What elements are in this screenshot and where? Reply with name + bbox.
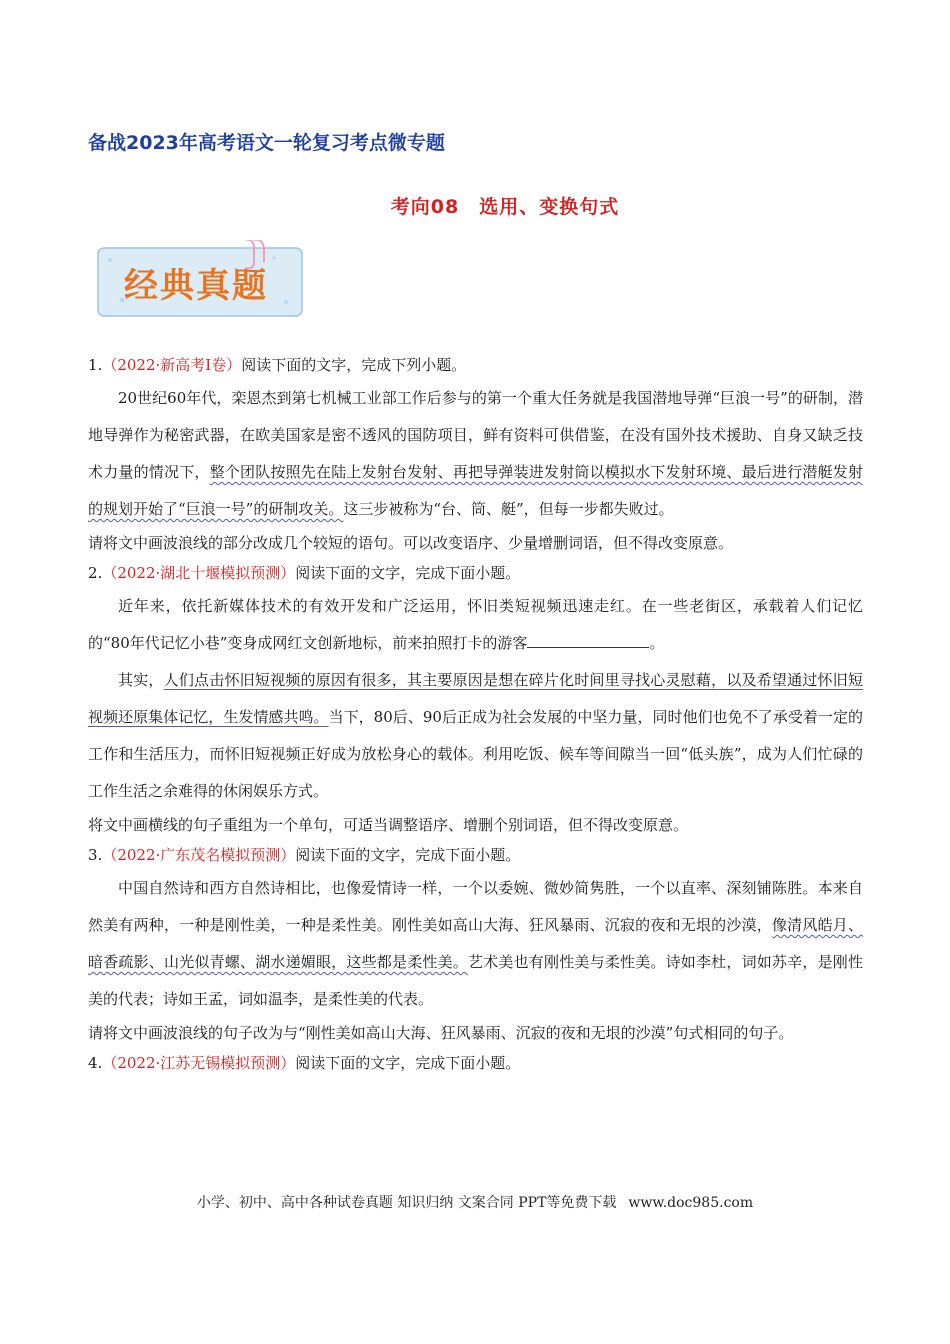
question-source: （2022·湖北十堰模拟预测） [102,564,296,582]
passage-text: 近年来，依托新媒体技术的有效开发和广泛运用，怀旧类短视频迅速走红。在一些老街区，承载着人们记忆的“80年代记忆小巷”变身成网红文创新地标，前来拍照打卡的游客 [88,597,863,652]
question-2-instruction: 将文中画横线的句子重组为一个单句，可适当调整语序、增删个别词语，但不得改变原意。 [88,816,689,834]
question-source: （2022·广东茂名模拟预测） [102,846,296,864]
passage-text: 当下，80后、90后正成为社会发展的中坚力量，同时他们也免不了承受着一定的工作和生活压力，而怀旧短视频正好成为放松身心的载体。利用吃饭、候车等间隙当一回“低头族”，成为人们忙碌的工作生活之余难得的休闲娱乐方式。 [88,708,863,800]
question-3-heading [88,840,863,870]
passage-text: 其实， [118,671,164,689]
badge-label: 经典真题 [124,266,268,306]
question-prompt: 阅读下面的文字，完成下列小题。 [241,356,467,374]
underlined-text: 人们点击怀旧短视频的原因有很多，其主要原因是想在碎片化时间里寻找心灵慰藉，以及希望通过怀旧短视频还原集体记忆，生发情感共鸣。 [88,671,863,726]
answer-blank[interactable] [527,629,649,648]
footer-site-link[interactable]: www.doc985.com [628,1195,754,1211]
question-4-heading [88,1048,863,1078]
passage-text: 艺术美也有刚性美与柔性美。诗如李杜，词如苏辛，是刚性美的代表；诗如王孟，词如温李，是柔性美的代表。 [88,953,863,1008]
question-source: （2022·新高考I卷） [102,356,242,374]
question-1-passage [88,380,863,528]
question-3-instruction: 请将文中画波浪线的句子改为与“刚性美如高山大海、狂风暴雨、沉寂的夜和无垠的沙漠”句式相同的句子。 [88,1024,794,1042]
question-2-passage-1 [88,588,863,662]
question-1-heading [88,350,863,380]
section-badge [96,240,306,320]
question-1-instruction: 请将文中画波浪线的部分改成几个较短的语句。可以改变语序、少量增删词语，但不得改变原意。 [88,534,734,552]
question-2-passage-2 [88,662,863,810]
question-prompt: 阅读下面的文字，完成下面小题。 [295,564,521,582]
question-list [88,350,863,1078]
wavy-underlined-text: 整个团队按照先在陆上发射台发射、再把导弹装进发射筒以模拟水下发射环境、最后进行潜艇发射的规划开始了“巨浪一号”的研制攻关。 [88,463,863,518]
question-number: 3. [88,846,103,864]
passage-text: 中国自然诗和西方自然诗相比，也像爱情诗一样，一个以委婉、微妙简隽胜，一个以直率、深刻铺陈胜。本来自然美有两种，一种是刚性美，一种是柔性美。刚性美如高山大海、狂风暴雨、沉寂的夜和无垠的沙漠， [88,879,863,934]
wavy-underlined-text: 像清风皓月、暗香疏影、山光似青螺、湖水递媚眼，这些都是柔性美。 [88,916,863,971]
passage-text: 20世纪60年代，栾恩杰到第七机械工业部工作后参与的第一个重大任务就是我国潜地导弹“巨浪一号”的研制，潜地导弹作为秘密武器，在欧美国家是密不透风的国防项目，鲜有资料可供借鉴，在没有国外技术援助、自身又缺乏技术力量的情况下， [88,389,863,481]
topic-title: 考向08 选用、变换句式 [390,196,620,218]
question-2-heading [88,558,863,588]
question-source: （2022·江苏无锡模拟预测） [102,1054,296,1072]
passage-text: 这三步被称为“台、筒、艇”，但每一步都失败过。 [343,500,674,518]
question-3-passage [88,870,863,1018]
series-title: 备战2023年高考语文一轮复习考点微专题 [88,132,445,154]
footer-text: 小学、初中、高中各种试卷真题 知识归纳 文案合同 PPT等免费下载 [196,1195,617,1211]
question-number: 2. [88,564,103,582]
question-number: 4. [88,1054,103,1072]
question-prompt: 阅读下面的文字，完成下面小题。 [295,846,521,864]
question-number: 1. [88,356,103,374]
page-footer [0,1192,950,1212]
question-prompt: 阅读下面的文字，完成下面小题。 [295,1054,521,1072]
passage-text: 。 [649,634,665,652]
